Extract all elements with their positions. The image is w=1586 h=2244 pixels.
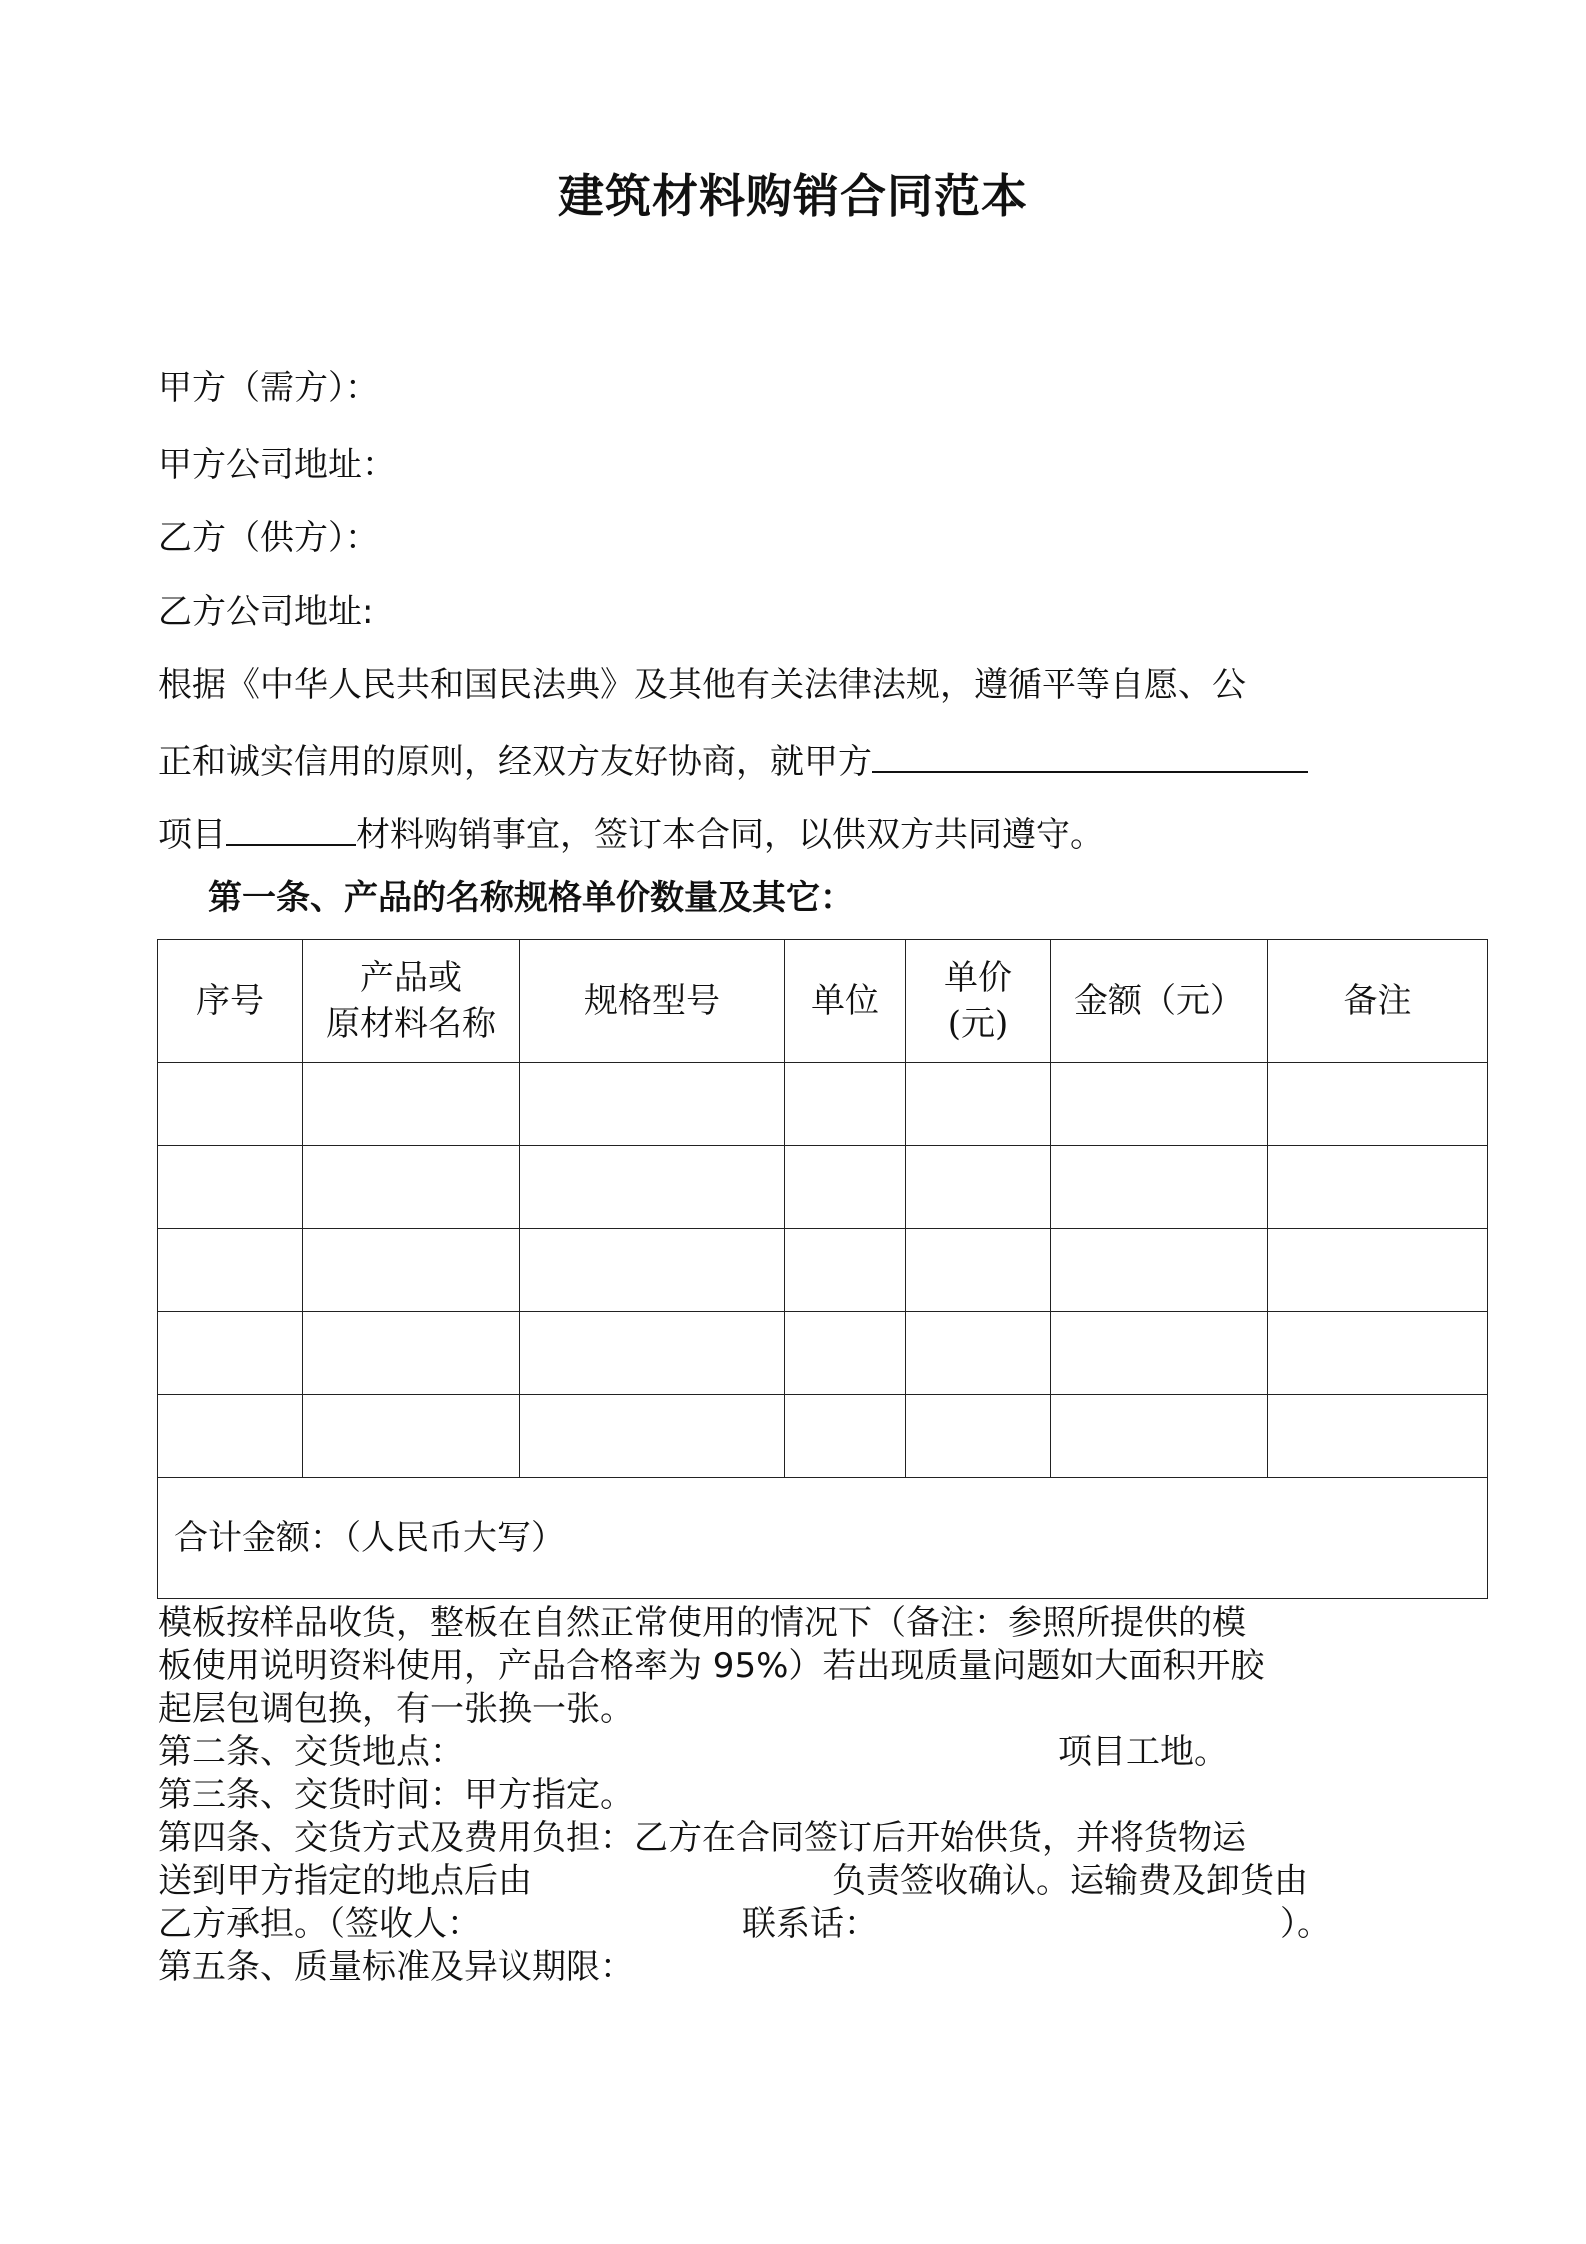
- party-b-address-label: 乙方公司地址:: [158, 592, 374, 632]
- table-cell[interactable]: [303, 1229, 520, 1312]
- table-cell[interactable]: [1268, 1229, 1488, 1312]
- header-unit: 单位: [785, 940, 906, 1063]
- table-cell[interactable]: [1051, 1229, 1268, 1312]
- table-row: [158, 1229, 1488, 1312]
- table-cell[interactable]: [1268, 1312, 1488, 1395]
- table-cell[interactable]: [785, 1063, 906, 1146]
- product-spec-table: [157, 939, 1488, 1599]
- quality-line-3: 起层包调包换，有一张换一张。: [158, 1689, 634, 1729]
- table-cell[interactable]: [785, 1395, 906, 1478]
- article-4-line-3-b: 联系话：: [742, 1904, 878, 1944]
- table-cell[interactable]: [1268, 1146, 1488, 1229]
- table-row: [158, 1146, 1488, 1229]
- header-unit-price-line-1: 单价: [944, 958, 1012, 998]
- article-2-label: 第二条、交货地点：: [158, 1732, 464, 1772]
- article-4-line-2-b: 负责签收确认。运输费及卸货由: [832, 1861, 1308, 1901]
- table-cell[interactable]: [158, 1229, 303, 1312]
- table-cell[interactable]: [785, 1312, 906, 1395]
- table-row: [158, 1063, 1488, 1146]
- header-amount: 金额（元）: [1051, 940, 1268, 1063]
- table-row: [158, 1395, 1488, 1478]
- table-cell[interactable]: [906, 1395, 1051, 1478]
- article-4-line-2-a: 送到甲方指定的地点后由: [158, 1861, 532, 1901]
- table-cell[interactable]: [158, 1146, 303, 1229]
- party-a-address-label: 甲方公司地址：: [158, 445, 396, 485]
- preamble-line-3-text: 材料购销事宜，签订本合同，以供双方共同遵守。: [356, 815, 1104, 855]
- table-cell[interactable]: [1051, 1312, 1268, 1395]
- article-4-line-3-c: ）。: [1280, 1904, 1331, 1944]
- party-b-label: 乙方（供方）：: [158, 518, 379, 558]
- article-4-line-1: 第四条、交货方式及费用负担：乙方在合同签订后开始供货，并将货物运: [158, 1818, 1246, 1858]
- preamble-line-2-text: 正和诚实信用的原则，经双方友好协商，就甲方: [158, 742, 872, 782]
- header-unit-price-line-2: (元): [947, 1004, 1009, 1044]
- total-amount-label[interactable]: 合计金额：（人民币大写）: [158, 1478, 1488, 1599]
- table-cell[interactable]: [1268, 1063, 1488, 1146]
- header-product-name-line-1: 产品或: [360, 958, 462, 998]
- table-cell[interactable]: [906, 1229, 1051, 1312]
- table-total-row: [158, 1478, 1488, 1599]
- table-cell[interactable]: [1051, 1395, 1268, 1478]
- article-5: 第五条、质量标准及异议期限：: [158, 1947, 634, 1987]
- table-cell[interactable]: [520, 1312, 785, 1395]
- project-name-blank: [226, 810, 356, 846]
- header-spec-model: 规格型号: [520, 940, 785, 1063]
- header-product-name: [303, 940, 520, 1063]
- header-remarks: 备注: [1268, 940, 1488, 1063]
- table-cell[interactable]: [785, 1146, 906, 1229]
- table-cell[interactable]: [158, 1395, 303, 1478]
- preamble-line-1: 根据《中华人民共和国民法典》及其他有关法律法规，遵循平等自愿、公: [158, 665, 1246, 705]
- table-cell[interactable]: [303, 1312, 520, 1395]
- preamble-project-word: 项目: [158, 815, 226, 855]
- table-cell[interactable]: [1051, 1063, 1268, 1146]
- party-a-project-blank: [872, 737, 1308, 773]
- table-row: [158, 1312, 1488, 1395]
- party-a-label: 甲方（需方）：: [158, 368, 379, 408]
- table-cell[interactable]: [303, 1395, 520, 1478]
- preamble-line-2: [158, 737, 1308, 784]
- table-cell[interactable]: [520, 1146, 785, 1229]
- quality-line-2: 板使用说明资料使用，产品合格率为 95%）若出现质量问题如大面积开胶: [158, 1646, 1265, 1686]
- table-cell[interactable]: [906, 1146, 1051, 1229]
- header-product-name-line-2: 原材料名称: [326, 1004, 496, 1044]
- header-serial: 序号: [158, 940, 303, 1063]
- table-header-row: [158, 940, 1488, 1063]
- quality-line-1: 模板按样品收货，整板在自然正常使用的情况下（备注：参照所提供的模: [158, 1603, 1246, 1643]
- table-cell[interactable]: [906, 1063, 1051, 1146]
- table-cell[interactable]: [303, 1063, 520, 1146]
- header-unit-price: [906, 940, 1051, 1063]
- table-cell[interactable]: [1268, 1395, 1488, 1478]
- table-cell[interactable]: [158, 1312, 303, 1395]
- table-cell[interactable]: [303, 1146, 520, 1229]
- table-cell[interactable]: [906, 1312, 1051, 1395]
- article-1-heading: 第一条、产品的名称规格单价数量及其它：: [208, 878, 854, 918]
- article-4-line-3-a: 乙方承担。（签收人：: [158, 1904, 481, 1944]
- table-cell[interactable]: [158, 1063, 303, 1146]
- table-cell[interactable]: [785, 1229, 906, 1312]
- article-2-value: 项目工地。: [1058, 1732, 1228, 1772]
- table-cell[interactable]: [520, 1229, 785, 1312]
- article-3: 第三条、交货时间：甲方指定。: [158, 1775, 634, 1815]
- table-cell[interactable]: [1051, 1146, 1268, 1229]
- document-title: 建筑材料购销合同范本: [558, 169, 1028, 223]
- preamble-line-3: [158, 810, 1104, 857]
- table-cell[interactable]: [520, 1063, 785, 1146]
- table-cell[interactable]: [520, 1395, 785, 1478]
